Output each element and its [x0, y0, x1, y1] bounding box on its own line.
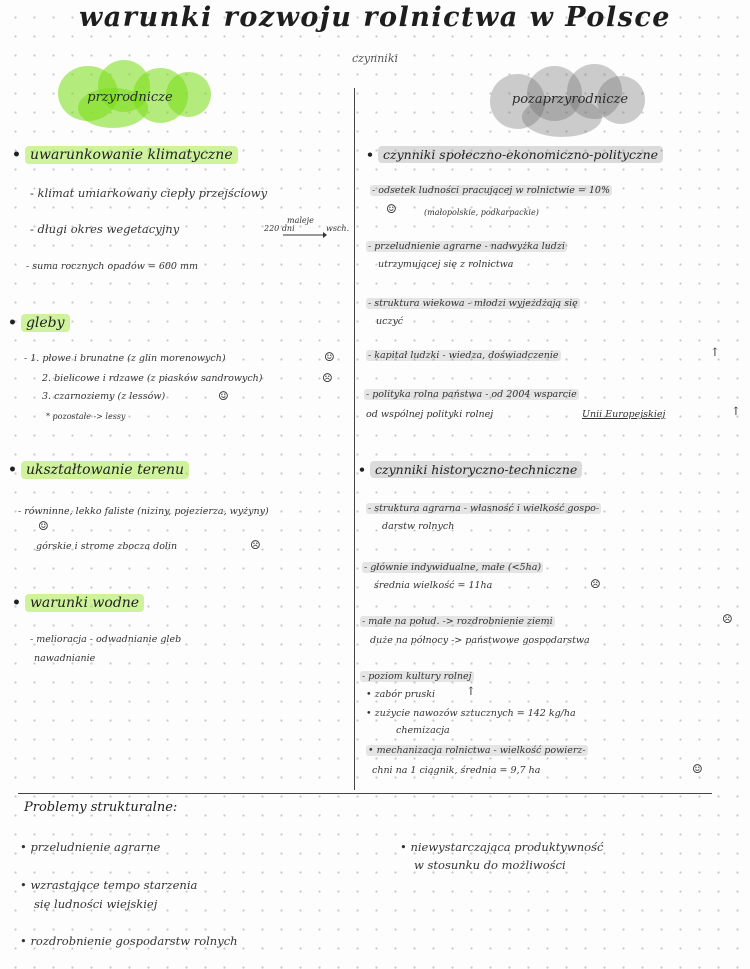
- spoleczne-item-4: utrzymującej się z rolnictwa: [378, 259, 514, 270]
- historyczne-item-10: chemizacja: [396, 725, 450, 736]
- spoleczne-item-9: od wspólnej polityki rolnej: [366, 409, 494, 420]
- spoleczne-item-6: uczyć: [376, 316, 404, 327]
- sad-face-icon: ☹: [322, 371, 333, 385]
- arrow-end-label: wsch.: [326, 224, 350, 233]
- sad-face-icon: ☹: [590, 577, 601, 591]
- spoleczne-item-1: - odsetek ludności pracującej w rolnictwie = 10%: [372, 185, 610, 196]
- spoleczne-item-8: - polityka rolna państwa - od 2004 wsparcie: [366, 389, 577, 400]
- heading-klimat: • uwarunkowanie klimatyczne: [12, 147, 238, 163]
- heading-gleby: • gleby: [8, 315, 70, 331]
- heading-historyczne: • czynniki historyczno-techniczne: [358, 462, 582, 477]
- spoleczne-item-10: Unii Europejskiej: [582, 409, 666, 420]
- spoleczne-item-2: (małopolskie, podkarpackie): [424, 208, 539, 217]
- gleby-item-4: * pozostałe -> lessy: [46, 412, 126, 421]
- category-przyrodnicze: przyrodnicze: [87, 90, 173, 105]
- wodne-item-2: nawadnianie: [34, 653, 96, 664]
- sad-face-icon: ☹: [250, 538, 261, 552]
- subtitle: czynniki: [351, 52, 399, 65]
- historyczne-item-11: • mechanizacja rolnictwa - wielkość powierz-: [368, 745, 586, 756]
- heading-teren: • ukształtowanie terenu: [8, 462, 189, 478]
- gleby-item-1: - 1. płowe i brunatne (z glin morenowych): [24, 353, 226, 364]
- historyczne-item-5: - małe na połud. -> rozdrobnienie ziemi: [362, 616, 553, 627]
- gleby-item-2: 2. bielicowe i rdzawe (z piasków sandrowych): [42, 373, 263, 384]
- problem-item-1: • przeludnienie agrarne: [20, 840, 161, 854]
- historyczne-item-8: • zabór pruski: [366, 689, 436, 700]
- sad-face-icon: ☹: [722, 612, 733, 626]
- teren-item-1: - równinne, lekko faliste (niziny, pojezierza, wyżyny): [18, 506, 269, 517]
- historyczne-item-7: - poziom kultury rolnej: [362, 671, 472, 682]
- problem-item-6: w stosunku do możliwości: [414, 858, 566, 872]
- arrow-mid-label: maleje: [287, 216, 314, 225]
- klimat-item-2: - długi okres wegetacyjny: [30, 222, 180, 236]
- page-title: warunki rozwoju rolnictwa w Polsce: [79, 2, 671, 33]
- column-divider: [354, 88, 355, 790]
- happy-face-icon: ☺: [324, 350, 335, 364]
- klimat-item-1: - klimat umiarkowany ciepły przejściowy: [30, 186, 268, 200]
- spoleczne-item-7: - kapitał ludzki - wiedza, doświadczenie: [368, 350, 559, 361]
- wodne-item-1: - melioracja - odwadnianie gleb: [30, 634, 182, 645]
- section-divider: [18, 793, 712, 794]
- heading-spoleczne: • czynniki społeczno-ekonomiczno-polityczne: [366, 147, 663, 162]
- spoleczne-item-3: - przeludnienie agrarne - nadwyżka ludzi: [368, 241, 565, 252]
- historyczne-item-2: darstw rolnych: [382, 521, 455, 532]
- happy-face-icon: ☺: [386, 202, 397, 216]
- historyczne-item-1: - struktura agrarna - własność i wielkość gospo-: [368, 503, 600, 514]
- historyczne-item-9: • zużycie nawozów sztucznych = 142 kg/ha: [366, 708, 576, 719]
- historyczne-item-12: chni na 1 ciągnik, średnia = 9,7 ha: [372, 765, 541, 776]
- heading-wodne: • warunki wodne: [12, 595, 144, 611]
- happy-face-icon: ☺: [692, 762, 703, 776]
- arrow-up-icon: ↑: [466, 684, 476, 698]
- spoleczne-item-5: - struktura wiekowa - młodzi wyjeżdżają się: [368, 298, 578, 309]
- problem-item-2: • wzrastające tempo starzenia: [20, 878, 198, 892]
- problem-item-4: • rozdrobnienie gospodarstw rolnych: [20, 934, 238, 948]
- historyczne-item-6: duże na północy -> państwowe gospodarstwa: [370, 635, 590, 646]
- happy-face-icon: ☺: [38, 519, 49, 533]
- historyczne-item-3: - głównie indywidualne, małe (<5ha): [364, 562, 542, 573]
- problem-item-5: • niewystarczająca produktywność: [400, 840, 604, 854]
- historyczne-item-4: średnia wielkość = 11ha: [374, 580, 493, 591]
- category-pozaprzyrodnicze: pozaprzyrodnicze: [511, 92, 629, 107]
- happy-face-icon: ☺: [218, 389, 229, 403]
- problem-item-3: się ludności wiejskiej: [34, 897, 158, 911]
- arrow-up-icon: ↑: [731, 404, 741, 418]
- gleby-item-3: 3. czarnoziemy (z lessów): [42, 391, 166, 402]
- arrow-up-icon: ↑: [710, 345, 720, 359]
- klimat-item-3: - suma rocznych opadów = 600 mm: [26, 261, 199, 272]
- arrow-icon: [283, 224, 327, 243]
- arrow-start-label: 220 dni: [264, 224, 295, 233]
- teren-item-2: górskie i strome zbocza dolin: [36, 541, 178, 552]
- heading-problemy: Problemy strukturalne:: [24, 800, 178, 815]
